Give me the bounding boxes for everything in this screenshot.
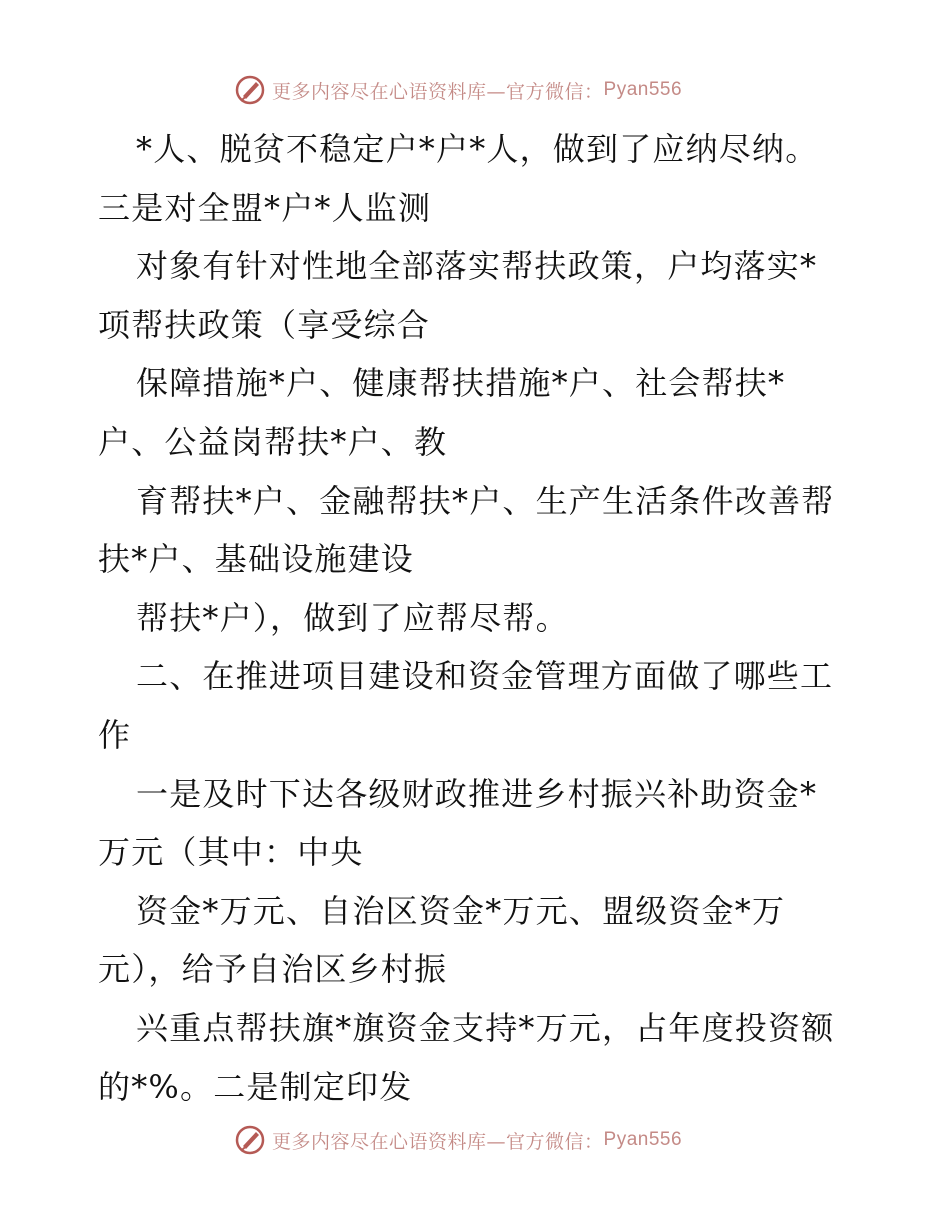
text-line: 帮扶*户），做到了应帮尽帮。 <box>136 598 569 637</box>
text-line: 万元（其中：中央 <box>98 833 364 872</box>
section-heading-cont: 作 <box>98 715 132 754</box>
banner-text: 更多内容尽在心语资料库—官方微信： <box>272 80 604 103</box>
banner-wechat-id: Pyan556 <box>603 79 683 100</box>
footer-banner <box>234 1122 682 1158</box>
text-line: 三是对全盟*户*人监测 <box>98 188 432 227</box>
text-line: 户、公益岗帮扶*户、教 <box>98 422 448 461</box>
logo-icon <box>234 1124 266 1156</box>
text-line: 育帮扶*户、金融帮扶*户、生产生活条件改善帮 <box>136 481 835 520</box>
section-heading: 二、在推进项目建设和资金管理方面做了哪些工 <box>136 657 834 696</box>
banner-wechat-id: Pyan556 <box>603 1129 683 1150</box>
text-line: 扶*户、基础设施建设 <box>98 540 415 579</box>
text-line: 的*%。二是制定印发 <box>98 1067 413 1106</box>
text-line: 项帮扶政策（享受综合 <box>98 305 431 344</box>
text-line: *人、脱贫不稳定户*户*人，做到了应纳尽纳。 <box>136 130 819 168</box>
body-text <box>98 120 858 1116</box>
text-line: 对象有针对性地全部落实帮扶政策，户均落实* <box>136 247 818 286</box>
text-line: 保障措施*户、健康帮扶措施*户、社会帮扶* <box>136 364 786 403</box>
text-line: 一是及时下达各级财政推进乡村振兴补助资金* <box>136 774 818 813</box>
banner-text: 更多内容尽在心语资料库—官方微信： <box>272 1130 604 1153</box>
logo-icon <box>234 74 266 106</box>
text-line: 资金*万元、自治区资金*万元、盟级资金*万 <box>136 891 786 930</box>
text-line: 元），给予自治区乡村振 <box>98 950 448 989</box>
header-banner <box>234 72 682 108</box>
text-line: 兴重点帮扶旗*旗资金支持*万元，占年度投资额 <box>136 1008 835 1047</box>
